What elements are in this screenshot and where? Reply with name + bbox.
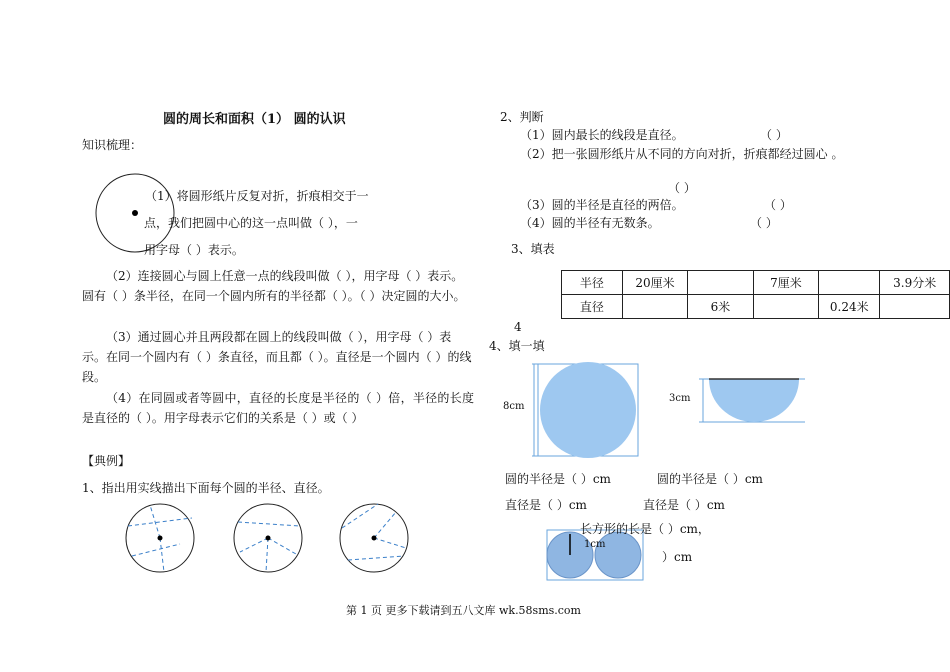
judge-q4: （4）圆的半径有无数条。 <box>520 216 660 230</box>
page-title: 圆的周长和面积（1） 圆的认识 <box>163 112 346 127</box>
stray-number: 4 <box>514 320 522 334</box>
table-row <box>562 271 950 295</box>
fill-q1-diameter: 直径是（ ）cm <box>505 498 587 512</box>
k1-line2: 点，我们把圆中心的这一点叫做（ ），一 <box>144 216 358 230</box>
judge-q1-blank: （ ） <box>760 128 788 142</box>
example-circle-3 <box>340 504 408 572</box>
k1-line3: 用字母（ ）表示。 <box>144 243 244 257</box>
judge-q3: （3）圆的半径是直径的两倍。 <box>520 198 684 212</box>
fill-q2-diameter: 直径是（ ）cm <box>643 498 725 512</box>
k4-paragraph: （4）在同圆或者等圆中，直径的长度是半径的（ ）倍，半径的长度是直径的（ ）。用字母表示它们的关系是（ ）或（ ） <box>82 391 474 425</box>
label-1cm: 1cm <box>584 539 606 550</box>
fill-q3-length: 长方形的长是（ ）cm， <box>580 522 710 536</box>
example-circles <box>120 500 420 578</box>
example-circle-1 <box>126 504 194 572</box>
fill-table-heading: 3、填表 <box>511 242 555 256</box>
example-question-1: 1、指出用实线描出下面每个圆的半径、直径。 <box>82 481 330 495</box>
k1-line1: （1）将圆形纸片反复对折，折痕相交于一 <box>145 189 369 203</box>
label-8cm: 8cm <box>503 401 525 412</box>
table-cell: 0.24米 <box>819 295 880 319</box>
table-cell[interactable] <box>622 295 688 319</box>
half-circle-figure <box>695 375 810 427</box>
table-cell: 7厘米 <box>753 271 818 295</box>
fill-heading: 4、填一填 <box>489 339 545 353</box>
example-circle-2 <box>234 504 302 572</box>
k2-paragraph: （2）连接圆心与圆上任意一点的线段叫做（ ），用字母（ ）表示。圆有（ ）条半径，在同一个圆内所有的半径都（ ）。（ ）决定圆的大小。 <box>82 269 466 303</box>
fill-q2-radius: 圆的半径是（ ）cm <box>657 472 763 486</box>
fill-q3-end: ）cm <box>662 550 693 564</box>
table-cell: 6米 <box>688 295 753 319</box>
label-3cm: 3cm <box>669 393 691 404</box>
knowledge-label: 知识梳理： <box>82 138 143 152</box>
square-circle-figure <box>520 360 645 460</box>
fill-q1-radius: 圆的半径是（ ）cm <box>505 472 611 486</box>
example-label: 【典例】 <box>82 454 131 468</box>
fill-table <box>561 270 950 319</box>
page-footer: 第 1 页 更多下载请到五八文库 wk.58sms.com <box>346 604 581 617</box>
judge-heading: 2、判断 <box>500 110 544 124</box>
table-cell[interactable] <box>880 295 950 319</box>
judge-q1: （1）圆内最长的线段是直径。 <box>520 128 684 142</box>
table-cell: 直径 <box>562 295 623 319</box>
k3-paragraph: （3）通过圆心并且两段都在圆上的线段叫做（ ），用字母（ ）表示。在同一个圆内有（ ）条直径，而且都（ ）。直径是一个圆内（ ）的线段。 <box>82 330 472 384</box>
table-cell: 3.9分米 <box>880 271 950 295</box>
judge-q4-blank: （ ） <box>750 216 778 230</box>
judge-q3-blank: （ ） <box>764 198 792 212</box>
table-cell: 20厘米 <box>622 271 688 295</box>
judge-q2-blank: （ ） <box>668 181 696 195</box>
table-row <box>562 295 950 319</box>
table-cell[interactable] <box>688 271 753 295</box>
judge-q2: （2）把一张圆形纸片从不同的方向对折，折痕都经过圆心 。 <box>520 147 844 161</box>
table-cell: 半径 <box>562 271 623 295</box>
table-cell[interactable] <box>753 295 818 319</box>
table-cell[interactable] <box>819 271 880 295</box>
